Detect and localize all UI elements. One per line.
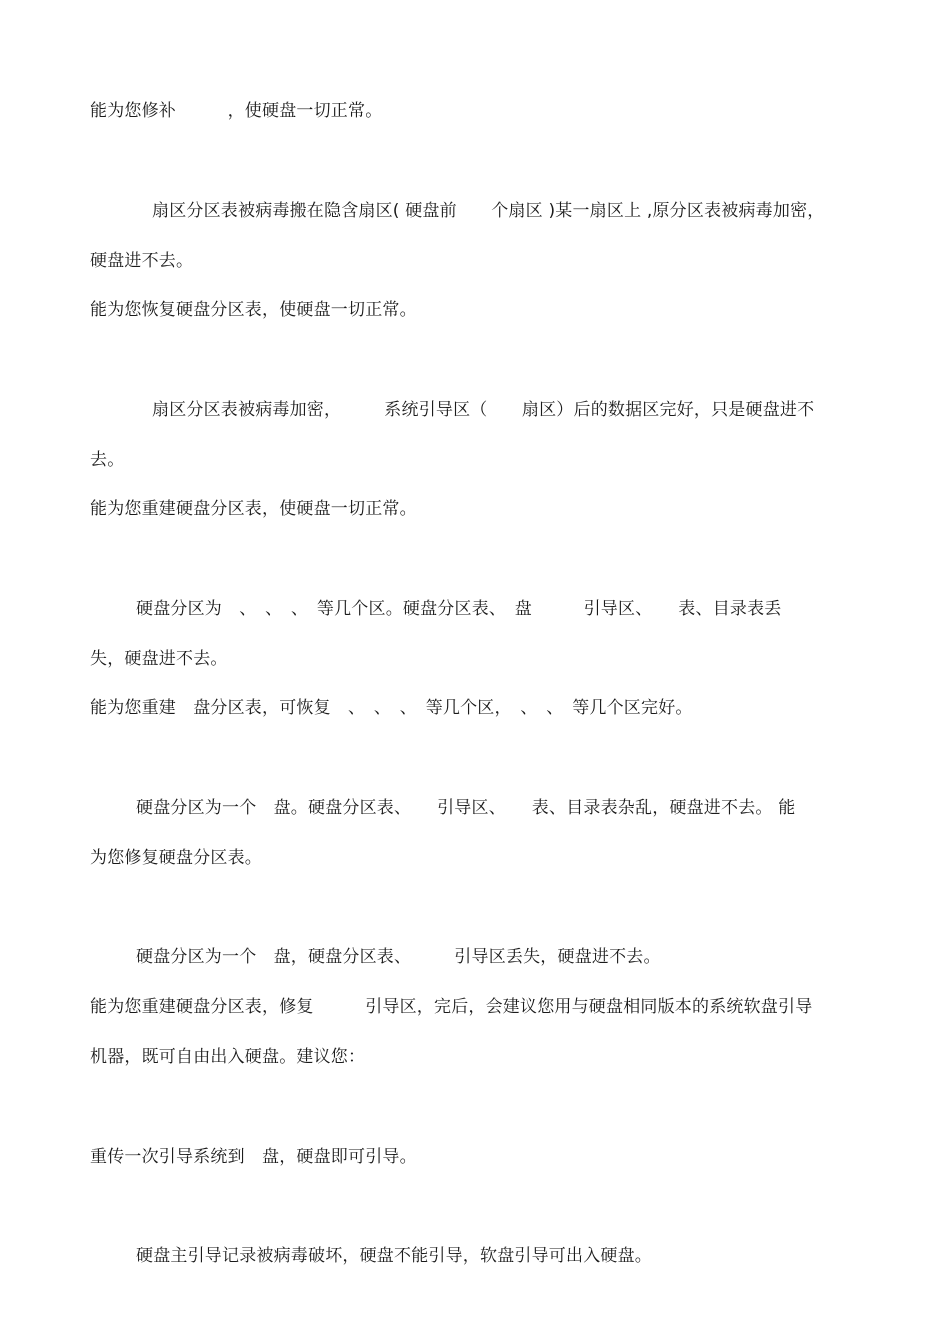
text-line-14: 能为您重建硬盘分区表，修复 引导区，完后，会建议您用与硬盘相同版本的系统软盘引导 [90, 997, 813, 1017]
text-line-6: 去。 [90, 450, 125, 470]
text-line-5: 扇区分区表被病毒加密， 系统引导区（ 扇区）后的数据区完好，只是硬盘进不 [152, 400, 815, 420]
text-line-4: 能为您恢复硬盘分区表，使硬盘一切正常。 [90, 300, 417, 320]
text-line-10: 能为您重建 盘分区表，可恢复 、 、 、 等几个区， 、 、 等几个区完好。 [90, 698, 693, 718]
text-line-8: 硬盘分区为 、 、 、 等几个区。硬盘分区表、 盘 引导区、 表、目录表丢 [136, 599, 782, 619]
text-line-9: 失，硬盘进不去。 [90, 649, 228, 669]
text-line-12: 为您修复硬盘分区表。 [90, 848, 262, 868]
text-line-3: 硬盘进不去。 [90, 251, 194, 271]
text-line-2: 扇区分区表被病毒搬在隐含扇区( 硬盘前 个扇区 )某一扇区上 ,原分区表被病毒加密， [152, 201, 825, 221]
text-line-1: 能为您修补 ，使硬盘一切正常。 [90, 101, 383, 121]
text-line-15: 机器，既可自由出入硬盘。建议您： [90, 1047, 366, 1067]
text-line-11: 硬盘分区为一个 盘。硬盘分区表、 引导区、 表、目录表杂乱，硬盘进不去。 能 [136, 798, 796, 818]
text-line-16: 重传一次引导系统到 盘，硬盘即可引导。 [90, 1147, 417, 1167]
text-line-7: 能为您重建硬盘分区表，使硬盘一切正常。 [90, 499, 417, 519]
text-line-13: 硬盘分区为一个 盘，硬盘分区表、 引导区丢失，硬盘进不去。 [136, 947, 661, 967]
text-line-17: 硬盘主引导记录被病毒破坏，硬盘不能引导，软盘引导可出入硬盘。 [136, 1246, 652, 1266]
